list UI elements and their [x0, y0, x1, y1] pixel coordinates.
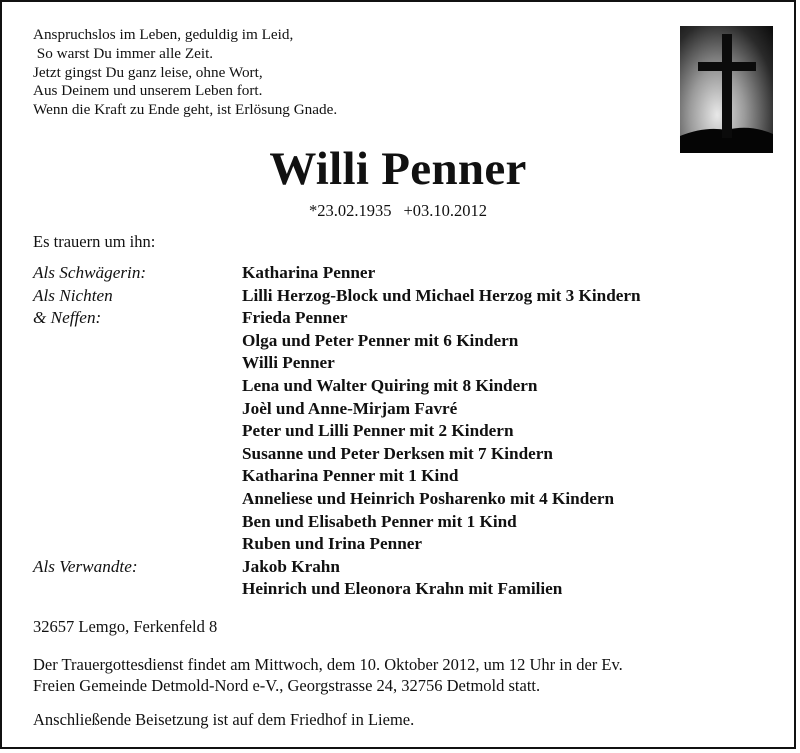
cross-photo	[680, 26, 773, 153]
birth-date: *23.02.1935	[308, 201, 392, 220]
mourner-group	[33, 285, 773, 556]
mourner-name: Willi Penner	[242, 353, 335, 373]
mourner-name: Lilli Herzog-Block und Michael Herzog mit 3 Kindern	[242, 285, 641, 305]
mourner-name: Ben und Elisabeth Penner mit 1 Kind	[242, 511, 517, 531]
mourners-list	[33, 262, 773, 601]
mourner-name: Ruben und Irina Penner	[242, 534, 423, 554]
deceased-name: Willi Penner	[269, 143, 527, 195]
mourner-name: Lena und Walter Quiring mit 8 Kindern	[242, 375, 538, 395]
life-dates	[2, 201, 794, 221]
cross-icon	[680, 26, 773, 153]
group-label: Als Verwandte:	[33, 556, 138, 576]
mourner-name: Olga und Peter Penner mit 6 Kindern	[242, 330, 519, 350]
mourner-group	[33, 556, 773, 601]
mourner-name: Heinrich und Eleonora Krahn mit Familien	[242, 579, 563, 599]
group-names	[242, 262, 375, 285]
group-names	[242, 556, 562, 601]
mourner-group	[33, 262, 773, 285]
mourners-intro: Es trauern um ihn:	[33, 232, 156, 251]
group-label: Als Nichten & Neffen:	[33, 285, 113, 328]
mourner-name: Peter und Lilli Penner mit 2 Kindern	[242, 421, 514, 441]
group-label: Als Schwägerin:	[33, 263, 147, 282]
death-date: +03.10.2012	[403, 201, 488, 220]
service-info: Der Trauergottesdienst findet am Mittwoch, dem 10. Oktober 2012, um 12 Uhr in der Ev. Freien Gemeinde Detmold-Nord e-V., Georgstrasse 24, 32756 Detmold statt.	[33, 655, 623, 695]
mourner-name: Jakob Krahn	[242, 556, 340, 576]
mourner-name: Katharina Penner	[242, 263, 376, 282]
mourner-name: Katharina Penner mit 1 Kind	[242, 466, 459, 486]
group-names	[242, 285, 641, 556]
mourner-name: Frieda Penner	[242, 308, 348, 328]
poem: Anspruchslos im Leben, geduldig im Leid, So warst Du immer alle Zeit. Jetzt gingst Du ganz leise, ohne Wort, Aus Deinem und unserem Leben fort. Wenn die Kraft zu Ende geht, ist Erlösung Gnade.	[33, 26, 338, 119]
mourner-name: Susanne und Peter Derksen mit 7 Kindern	[242, 443, 553, 463]
mourner-name: Joèl und Anne-Mirjam Favré	[242, 398, 458, 418]
address: 32657 Lemgo, Ferkenfeld 8	[33, 617, 218, 636]
mourner-name: Anneliese und Heinrich Posharenko mit 4 Kindern	[242, 488, 615, 508]
burial-info: Anschließende Beisetzung ist auf dem Friedhof in Lieme.	[33, 710, 415, 729]
